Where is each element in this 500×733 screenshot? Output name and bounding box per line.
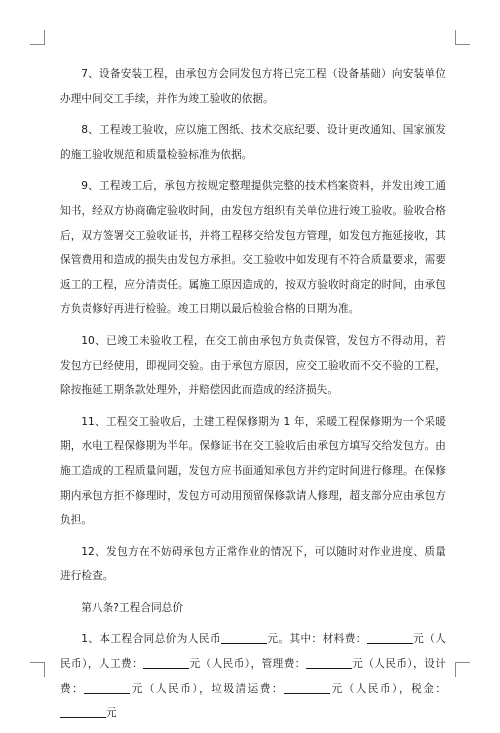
price-text: 元。其中：材料费： [267, 633, 367, 646]
price-text: 元（人民币），设计费： [60, 658, 446, 695]
price-clause-1 [60, 627, 446, 725]
clause-10: 10、已竣工未验收工程，在交工前由承包方负责保管，发包方不得动用，若发包方已经使用，即视同交验。由于承包方原因，应交工验收而不交不验的工程，除按拖延工期条款处理外，并赔偿因此而造成的经济损失。 [60, 334, 446, 397]
total-price-blank[interactable] [221, 631, 267, 644]
price-text: 元（人民币），管理费： [189, 658, 306, 671]
material-fee-blank[interactable] [367, 631, 413, 644]
labor-fee-blank[interactable] [143, 656, 189, 669]
tax-blank[interactable] [60, 705, 106, 718]
clause-7: 7、设备安装工程，由承包方会同发包方将已完工程（设备基础）向安装单位办理中间交工手续，并作为竣工验收的依据。 [60, 68, 446, 105]
document-body [60, 62, 446, 733]
clause-12: 12、发包方在不妨碍承包方正常作业的情况下，可以随时对作业进度、质量进行检查。 [60, 545, 446, 583]
clause-8: 8、工程竣工验收，应以施工图纸、技术交底纪要、设计更改通知、国家颁发的施工验收规范和质量检验标准为依据。 [60, 124, 446, 161]
price-text: 元（人民币），税金： [330, 682, 447, 695]
price-text: 1、本工程合同总价为人民币 [81, 633, 221, 646]
price-text: 元（人民币），人工费： [60, 633, 446, 671]
crop-mark-top-left [30, 30, 45, 45]
price-text: 元 [106, 707, 117, 720]
crop-mark-bottom-right [455, 662, 470, 677]
clause-9: 9、工程竣工后，承包方按规定整理提供完整的技术档案资料，并发出竣工通知书，经双方协商确定验收时间，由发包方组织有关单位进行竣工验收。验收合格后，双方签署交工验收证书，并将工程移交给发包方管理，如发包方拖延接收，其保管费用和造成的损失由发包方承担。交工验收中如发现有不符合质量要求，需要返工的工程，应分清责任。属施工原因造成的，按双方验收时商定的时间，由承包方负责修好再进行检验。竣工日期以最后检验合格的日期为准。 [60, 180, 446, 316]
crop-mark-top-right [455, 30, 470, 45]
article-8-heading: 第八条?工程合同总价 [81, 601, 184, 614]
garbage-removal-fee-blank[interactable] [284, 681, 330, 694]
crop-mark-bottom-left [30, 662, 45, 677]
price-text: 元（人民币），垃圾清运费： [130, 682, 285, 695]
design-fee-blank[interactable] [84, 681, 130, 694]
clause-11: 11、工程交工验收后，土建工程保修期为 1 年，采暖工程保修期为一个采暖期，水电工程保修期为半年。保修证书在交工验收后由承包方填写交给发包方。由施工造成的工程质量问题，发包方应书面通知承包方并约定时间进行修理。在保修期内承包方拒不修理时，发包方可动用预留保修款请人修理，超支部分应由承包方负担。 [60, 415, 446, 527]
management-fee-blank[interactable] [306, 656, 352, 669]
